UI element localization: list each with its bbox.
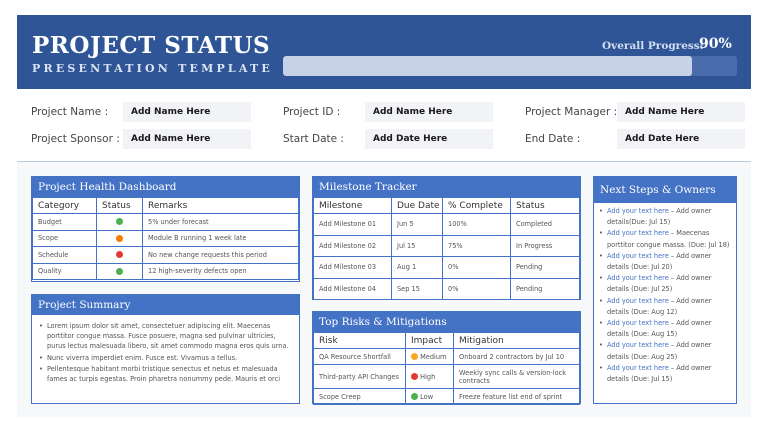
next-step-owner: – Add owner details(Due: Jul 15) xyxy=(607,207,712,227)
milestone-tracker-title: Milestone Tracker xyxy=(313,177,580,197)
category-cell: Schedule xyxy=(33,247,97,264)
next-steps-title: Next Steps & Owners xyxy=(594,177,736,203)
next-step-owner: – Add owner details (Due: Aug 15) xyxy=(607,319,712,339)
percent-complete-cell: 75% xyxy=(443,235,511,257)
next-step-text: Add your text here xyxy=(607,229,669,238)
project-manager-field[interactable]: Add Name Here xyxy=(617,102,745,122)
project-id-label: Project ID : xyxy=(283,106,341,118)
next-step-text: Add your text here xyxy=(607,207,669,215)
list-item: • Nunc viverra imperdiet enim. Fusce est. Vivamus a tellus. xyxy=(38,353,291,363)
column-header: Risk xyxy=(314,333,406,349)
next-step-text: Add your text here xyxy=(607,274,669,283)
status-cell xyxy=(97,263,143,280)
list-item: • Lorem ipsum dolor sit amet, consectetuer adipiscing elit. Maecenas porttitor congue massa. Fusce posuere, magna sed pulvinar ultricies, purus lectus malesuada libero, sit amet commodo magna eros quis urna. xyxy=(38,321,291,352)
impact-dot-icon xyxy=(411,373,418,380)
column-header: Milestone xyxy=(314,198,392,214)
next-step-text: Add your text here xyxy=(607,251,669,260)
next-step-owner: – Add owner details (Due: Aug 25) xyxy=(607,341,712,361)
next-step-text: Add your text here xyxy=(607,296,669,305)
project-manager-label: Project Manager : xyxy=(525,106,618,118)
next-step-owner: – Add owner details (Due: Jul 25) xyxy=(607,274,712,294)
start-date-field[interactable]: Add Date Here xyxy=(365,129,493,149)
mitigation-cell: Onboard 2 contractors by Jul 10 xyxy=(454,349,580,365)
page-title: PROJECT STATUS xyxy=(32,32,271,59)
impact-cell xyxy=(406,365,454,389)
due-date-cell: Jun 5 xyxy=(392,214,443,236)
list-item xyxy=(598,206,732,228)
status-cell: In Progress xyxy=(511,235,580,257)
impact-dot-icon xyxy=(411,353,418,360)
list-item xyxy=(598,251,732,273)
impact-label: Medium xyxy=(420,352,447,361)
table-row xyxy=(33,263,299,280)
remarks-cell: 5% under forecast xyxy=(143,214,299,231)
project-sponsor-label: Project Sponsor : xyxy=(31,133,120,145)
health-dashboard-title: Project Health Dashboard xyxy=(32,177,299,197)
progress-bar-fill xyxy=(283,56,692,76)
column-header: % Complete xyxy=(443,198,511,214)
table-row xyxy=(314,365,580,389)
percent-complete-cell: 0% xyxy=(443,257,511,279)
milestone-table xyxy=(313,197,580,300)
list-item xyxy=(598,296,732,318)
milestone-tracker-panel xyxy=(312,176,581,300)
project-name-label: Project Name : xyxy=(31,106,109,118)
impact-cell xyxy=(406,389,454,405)
progress-value: 90% xyxy=(699,36,732,52)
column-header: Category xyxy=(33,198,97,214)
list-item xyxy=(598,340,732,362)
status-cell: Completed xyxy=(511,214,580,236)
health-table-header xyxy=(33,198,299,214)
project-name-field[interactable]: Add Name Here xyxy=(123,102,251,122)
next-steps-panel xyxy=(593,176,737,404)
risks-title: Top Risks & Mitigations xyxy=(313,312,580,332)
column-header: Mitigation xyxy=(454,333,580,349)
status-cell: Pending xyxy=(511,278,580,300)
next-step-owner: – Add owner details (Due: Jul 15) xyxy=(607,363,712,384)
impact-dot-icon xyxy=(411,393,418,400)
list-item xyxy=(598,363,732,385)
risks-table xyxy=(313,332,580,405)
remarks-cell: 12 high-severity defects open xyxy=(143,263,299,280)
next-steps-list xyxy=(594,203,736,385)
table-row xyxy=(33,230,299,247)
percent-complete-cell: 0% xyxy=(443,278,511,300)
next-step-owner: – Add owner details (Due: Aug 12) xyxy=(607,296,712,316)
column-header: Impact xyxy=(406,333,454,349)
column-header: Remarks xyxy=(143,198,299,214)
table-row xyxy=(314,214,580,236)
list-item: • Pellentesque habitant morbi tristique senectus et netus et malesuada fames ac turpis egestas. Proin pharetra nonummy pede. Mauris et orci xyxy=(38,364,291,384)
table-row xyxy=(314,235,580,257)
status-dot-icon xyxy=(116,218,123,225)
risks-table-header xyxy=(314,333,580,349)
slide xyxy=(17,15,751,417)
mitigation-cell: Weekly sync calls & version-lock contracts xyxy=(454,365,580,389)
milestone-cell: Add Milestone 04 xyxy=(314,278,392,300)
progress-label: Overall Progress: xyxy=(602,40,704,52)
impact-label: Low xyxy=(420,392,434,401)
project-id-field[interactable]: Add Name Here xyxy=(365,102,493,122)
mitigation-cell: Freeze feature list end of sprint xyxy=(454,389,580,405)
next-step-text: Add your text here xyxy=(607,363,669,372)
percent-complete-cell: 100% xyxy=(443,214,511,236)
summary-list xyxy=(32,315,299,384)
status-dot-icon xyxy=(116,251,123,258)
remarks-cell: No new change requests this period xyxy=(143,247,299,264)
risk-cell: Third-party API Changes xyxy=(314,365,406,389)
milestone-table-header xyxy=(314,198,580,214)
next-step-text: Add your text here xyxy=(607,319,669,328)
project-sponsor-field[interactable]: Add Name Here xyxy=(123,129,251,149)
end-date-label: End Date : xyxy=(525,133,581,145)
table-row xyxy=(314,349,580,365)
risk-cell: Scope Creep xyxy=(314,389,406,405)
status-dot-icon xyxy=(116,268,123,275)
next-step-owner: – Maecenas porttitor congue massa. (Due: Jul 18) xyxy=(607,229,730,249)
due-date-cell: Sep 15 xyxy=(392,278,443,300)
table-row xyxy=(314,389,580,405)
table-row xyxy=(314,278,580,300)
category-cell: Scope xyxy=(33,230,97,247)
project-summary-title: Project Summary xyxy=(32,295,299,315)
category-cell: Budget xyxy=(33,214,97,231)
impact-label: High xyxy=(420,372,436,381)
risks-panel xyxy=(312,311,581,404)
health-table xyxy=(32,197,299,280)
progress-bar xyxy=(283,56,737,76)
project-info xyxy=(17,89,751,162)
status-dot-icon xyxy=(116,235,123,242)
impact-cell xyxy=(406,349,454,365)
next-step-text: Add your text here xyxy=(607,341,669,350)
header-banner xyxy=(17,15,751,89)
milestone-cell: Add Milestone 01 xyxy=(314,214,392,236)
table-row xyxy=(314,257,580,279)
status-cell xyxy=(97,214,143,231)
status-cell xyxy=(97,247,143,264)
status-cell: Pending xyxy=(511,257,580,279)
project-summary-panel xyxy=(31,294,300,404)
remarks-cell: Module B running 1 week late xyxy=(143,230,299,247)
column-header: Due Date xyxy=(392,198,443,214)
start-date-label: Start Date : xyxy=(283,133,344,145)
status-cell xyxy=(97,230,143,247)
list-item xyxy=(598,273,732,295)
table-row xyxy=(33,247,299,264)
list-item xyxy=(598,228,732,250)
end-date-field[interactable]: Add Date Here xyxy=(617,129,745,149)
page-subtitle: PRESENTATION TEMPLATE xyxy=(32,62,273,75)
table-row xyxy=(33,214,299,231)
due-date-cell: Aug 1 xyxy=(392,257,443,279)
list-item xyxy=(598,318,732,340)
next-step-owner: – Add owner details (Due: Jul 20) xyxy=(607,251,712,272)
risk-cell: QA Resource Shortfall xyxy=(314,349,406,365)
category-cell: Quality xyxy=(33,263,97,280)
milestone-cell: Add Milestone 02 xyxy=(314,235,392,257)
column-header: Status xyxy=(97,198,143,214)
milestone-cell: Add Milestone 03 xyxy=(314,257,392,279)
health-dashboard-panel xyxy=(31,176,300,282)
due-date-cell: Jul 15 xyxy=(392,235,443,257)
column-header: Status xyxy=(511,198,580,214)
